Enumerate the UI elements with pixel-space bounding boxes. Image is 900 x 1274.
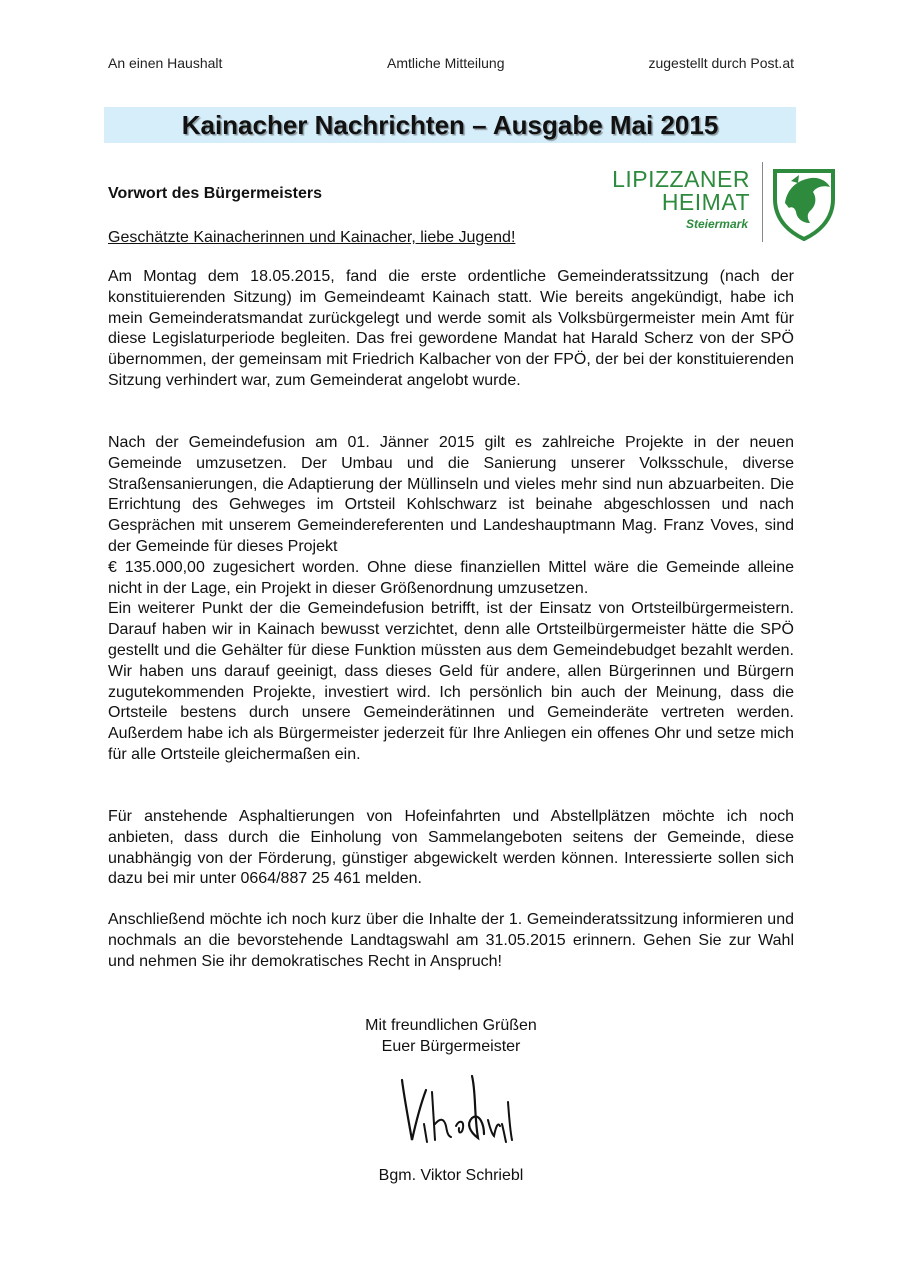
logo-text <box>612 168 750 231</box>
logo-line-3: Steiermark <box>685 217 748 231</box>
paragraph-group-projects <box>108 433 794 766</box>
header-recipient: An einen Haushalt <box>108 55 223 71</box>
paragraph-council-meeting: Am Montag dem 18.05.2015, fand die erste ordentliche Gemeinderatssitzung (nach der konstituierenden Sitzung) im Gemeindeamt Kainach statt. Wie bereits angekündigt, habe ich mein Gemeinderatsmandat zurückgelegt und werde somit als Volksbürgermeister mein Amt für diese Legislaturperiode begleiten. Das frei gewordene Mandat hat Harald Scherz von der SPÖ übernommen, der gemeinsam mit Friedrich Kalbacher von der FPÖ, der bei der konstituierenden Sitzung verhindert war, zum Gemeinderat angelobt wurde. <box>108 268 794 389</box>
header-notice: Amtliche Mitteilung <box>387 55 505 71</box>
paragraph-election: Anschließend möchte ich noch kurz über die Inhalte der 1. Gemeinderatssitzung informieren und nochmals an die bevorstehende Landtagswahl am 31.05.2015 erinnern. Gehen Sie zur Wahl und nehmen Sie ihr demokratisches Recht in Anspruch! <box>108 911 794 970</box>
closing-role: Euer Bürgermeister <box>381 1038 521 1055</box>
logo-line-2: HEIMAT <box>661 189 750 215</box>
closing-greeting: Mit freundlichen Grüßen <box>365 1017 537 1034</box>
logo-divider <box>762 162 763 242</box>
logo-line-1: LIPIZZANER <box>612 166 750 192</box>
signer-name: Bgm. Viktor Schriebl <box>378 1167 524 1184</box>
newsletter-title: Kainacher Nachrichten – Ausgabe Mai 2015 <box>181 110 719 140</box>
lipizzaner-heimat-logo <box>612 160 842 246</box>
header-delivery: zugestellt durch Post.at <box>648 55 794 71</box>
salutation: Geschätzte Kainacherinnen und Kainacher, liebe Jugend! <box>108 229 516 246</box>
paragraph-asphalt: Für anstehende Asphaltierungen von Hofeinfahrten und Abstellplätzen möchte ich noch anbieten, dass durch die Einholung von Sammelangeboten seitens der Gemeinde, diese unabhängig von der Förderung, günstiger abgewickelt werden können. Interessierte sollen sich dazu bei mir unter 0664/887 25 461 melden. <box>108 808 794 888</box>
paragraph-funding: € 135.000,00 zugesichert worden. Ohne diese finanziellen Mittel wäre die Gemeinde alleine nicht in der Lage, ein Projekt in dieser Größenordnung umzusetzen. <box>108 558 794 597</box>
handwritten-signature <box>380 1062 525 1154</box>
newsletter-title-bar <box>104 107 796 143</box>
horse-head-icon <box>769 165 839 241</box>
paragraph-district-mayors: Ein weiterer Punkt der die Gemeindefusion betrifft, ist der Einsatz von Ortsteilbürgermeistern. Darauf haben wir in Kainach bewusst verzichtet, denn alle Ortsteilbürgermeister hätte die SPÖ gestellt und die Gehälter für diese Funktion müssten aus dem Gemeindebudget bezahlt werden. Wir haben uns darauf geeinigt, dass dieses Geld für andere, allen Bürgerinnen und Bürgern zugutekommenden Projekte, investiert wird. Ich persönlich bin auch der Meinung, dass die Ortsteile bestens durch unsere Gemeinderätinnen und Gemeinderäte vertreten werden. Außerdem habe ich als Bürgermeister jederzeit für Ihre Anliegen ein offenes Ohr und setze mich für alle Ortsteile gleichermaßen ein. <box>108 600 794 763</box>
section-title: Vorwort des Bürgermeisters <box>108 185 322 202</box>
page-header <box>108 55 794 73</box>
paragraph-projects: Nach der Gemeindefusion am 01. Jänner 2015 gilt es zahlreiche Projekte in der neuen Gemeinde umzusetzen. Der Umbau und die Sanierung unserer Volksschule, diverse Straßensanierungen, die Adaptierung der Müllinseln und vieles mehr sind nun abzuarbeiten. Die Errichtung des Gehweges im Ortsteil Kohlschwarz ist beinahe abgeschlossen und nach Gesprächen mit unserem Gemeindereferenten und Landeshauptmann Mag. Franz Voves, sind der Gemeinde für dieses Projekt <box>108 434 794 555</box>
